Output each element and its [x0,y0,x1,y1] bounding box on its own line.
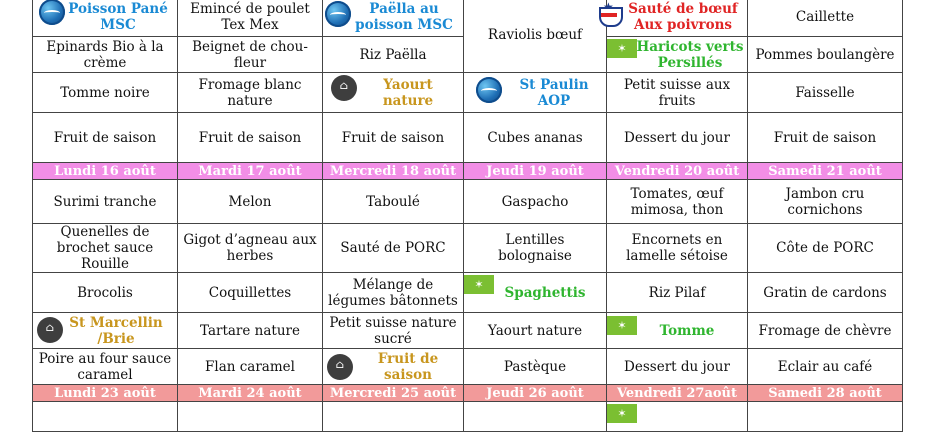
dish-msc: Poisson Pané MSC [68,0,168,33]
menu-cell [464,273,607,313]
dish: Gigot d’agneau aux herbes [183,232,317,264]
dish: Quenelles de brochet sauce Rouille [56,224,154,272]
dish-bio: Haricots verts Persillés [636,38,744,71]
menu-cell [464,402,607,432]
menu-cell [178,349,323,385]
dish: Fromage blanc nature [198,76,302,109]
menu-row-cheese [33,73,903,113]
menu-cell [607,349,748,385]
menu-cell [464,113,607,163]
bio-label-icon [607,404,637,423]
menu-row-starter [33,402,903,432]
dish: Tomates, œuf mimosa, thon [630,185,724,218]
menu-cell [748,402,903,432]
menu-cell [748,37,903,73]
dish: Fromage de chèvre [758,322,892,339]
menu-cell [33,0,178,37]
menu-cell [33,349,178,385]
menu-cell [607,180,748,224]
dish-msc: St Paulin AOP [519,76,589,109]
menu-cell [607,73,748,113]
menu-cell [323,180,464,224]
menu-cell [748,113,903,163]
menu-cell [33,402,178,432]
menu-cell [33,313,178,349]
day-header: Jeudi 19 août [464,163,607,180]
menu-cell [323,402,464,432]
dish: Pastèque [503,358,567,375]
menu-cell [748,273,903,313]
dish: Coquillettes [208,284,292,301]
menu-cell [323,73,464,113]
menu-cell [607,37,748,73]
dish: Cubes ananas [487,129,583,146]
dish: Tartare nature [200,322,300,339]
menu-cell [464,224,607,273]
day-header-row [33,385,903,402]
menu-table [32,0,903,432]
dish: Côte de PORC [776,240,874,256]
msc-label-icon [325,1,351,27]
bio-label-icon [464,275,494,294]
dish: Mélange de légumes bâtonnets [328,276,458,309]
dish: Yaourt nature [487,322,583,339]
dish: Fruit de saison [53,129,157,146]
dish-bio: Spaghettis [504,284,586,301]
menu-cell [178,0,323,37]
menu-cell [33,113,178,163]
menu-cell [178,113,323,163]
menu-cell [178,37,323,73]
day-header: Mercredi 25 août [323,385,464,402]
day-header: Samedi 28 août [748,385,903,402]
produit-fermier-icon [37,317,63,343]
menu-cell [178,73,323,113]
menu-cell [323,224,464,273]
bio-label-icon [607,39,637,58]
dish: Faisselle [795,84,855,101]
menu-cell [607,113,748,163]
dish: Fruit de saison [198,129,302,146]
menu-row-side [33,273,903,313]
dish: Riz Paëlla [359,46,427,63]
dish: Surimi tranche [53,193,157,210]
dish: Eclair au café [777,358,873,375]
dish: Petit suisse aux fruits [623,76,731,109]
dish-fermier: Yaourt nature [382,76,434,109]
dish: Petit suisse nature sucré [329,314,457,347]
menu-cell [748,349,903,385]
day-header: Samedi 21 août [748,163,903,180]
menu-cell [178,402,323,432]
day-header: Mercredi 18 août [323,163,464,180]
dish-fermier: Fruit de saison [377,350,439,383]
menu-cell [748,313,903,349]
menu-cell [178,180,323,224]
day-header: Jeudi 26 août [464,385,607,402]
menu-cell [464,73,607,113]
dish-bio: Tomme [659,322,715,339]
day-header-row [33,163,903,180]
menu-cell [178,273,323,313]
dish: Caillette [795,8,855,25]
menu-row-main [33,0,903,37]
menu-cell [607,273,748,313]
dish: Dessert du jour [624,129,730,146]
produit-fermier-icon [327,354,353,380]
dish: Beignet de chou-fleur [192,38,308,71]
viande-bovine-francaise-icon [597,3,621,25]
day-header: Vendredi 27août [607,385,748,402]
menu-cell [323,0,464,37]
dish-fermier: St Marcellin /Brie [69,314,163,347]
dish: Epinards Bio à la crème [46,38,164,71]
bio-label-icon [607,316,637,335]
menu-cell [323,37,464,73]
dish: Fruit de saison [341,129,445,146]
dish: Gaspacho [501,193,569,210]
menu-cell [323,113,464,163]
menu-cell [464,313,607,349]
menu-row-starter [33,180,903,224]
menu-cell [323,313,464,349]
menu-cell [748,0,903,37]
menu-cell [464,180,607,224]
menu-cell [607,402,748,432]
menu-cell [33,273,178,313]
dish: Jambon cru cornichons [785,185,865,218]
menu-cell [748,73,903,113]
menu-cell [178,313,323,349]
dish-msc: Paëlla au poisson MSC [355,0,453,33]
dish: Raviolis bœuf [487,26,583,43]
day-header: Mardi 24 août [178,385,323,402]
menu-cell [748,180,903,224]
dish: Sauté de PORC [340,240,446,256]
dish: Flan caramel [205,358,295,375]
menu-cell [33,180,178,224]
day-header: Lundi 23 août [33,385,178,402]
day-header: Lundi 16 août [33,163,178,180]
menu-row-dessert [33,349,903,385]
menu-cell [607,0,748,37]
menu-cell [464,349,607,385]
menu-row-dessert [33,113,903,163]
produit-fermier-icon [331,75,357,101]
dish: Taboulé [366,193,420,210]
dish: Riz Pilaf [648,284,706,301]
menu-cell [464,0,607,73]
dish: Pommes boulangère [755,46,895,63]
day-header: Mardi 17 août [178,163,323,180]
day-header: Vendredi 20 août [607,163,748,180]
menu-cell [33,73,178,113]
dish: Melon [228,193,272,210]
dish: Brocolis [77,284,133,301]
dish: Tomme noire [60,84,150,101]
dish: Lentilles bolognaise [498,232,572,264]
menu-cell [33,37,178,73]
dish: Poire au four sauce caramel [38,350,172,383]
menu-row-cheese [33,313,903,349]
menu-cell [33,224,178,273]
msc-label-icon [39,0,65,25]
menu-cell [323,273,464,313]
dish: Encornets en lamelle sétoise [626,232,728,264]
menu-cell [607,224,748,273]
dish-origin: Sauté de bœuf Aux poivrons [628,0,738,33]
menu-cell [323,349,464,385]
menu-cell [748,224,903,273]
msc-label-icon [476,77,502,103]
menu-row-main [33,224,903,273]
menu-cell [607,313,748,349]
menu-cell [178,224,323,273]
dish: Gratin de cardons [763,284,887,301]
dish: Dessert du jour [624,358,730,375]
dish: Fruit de saison [773,129,877,146]
dish: Emincé de poulet Tex Mex [190,0,310,33]
